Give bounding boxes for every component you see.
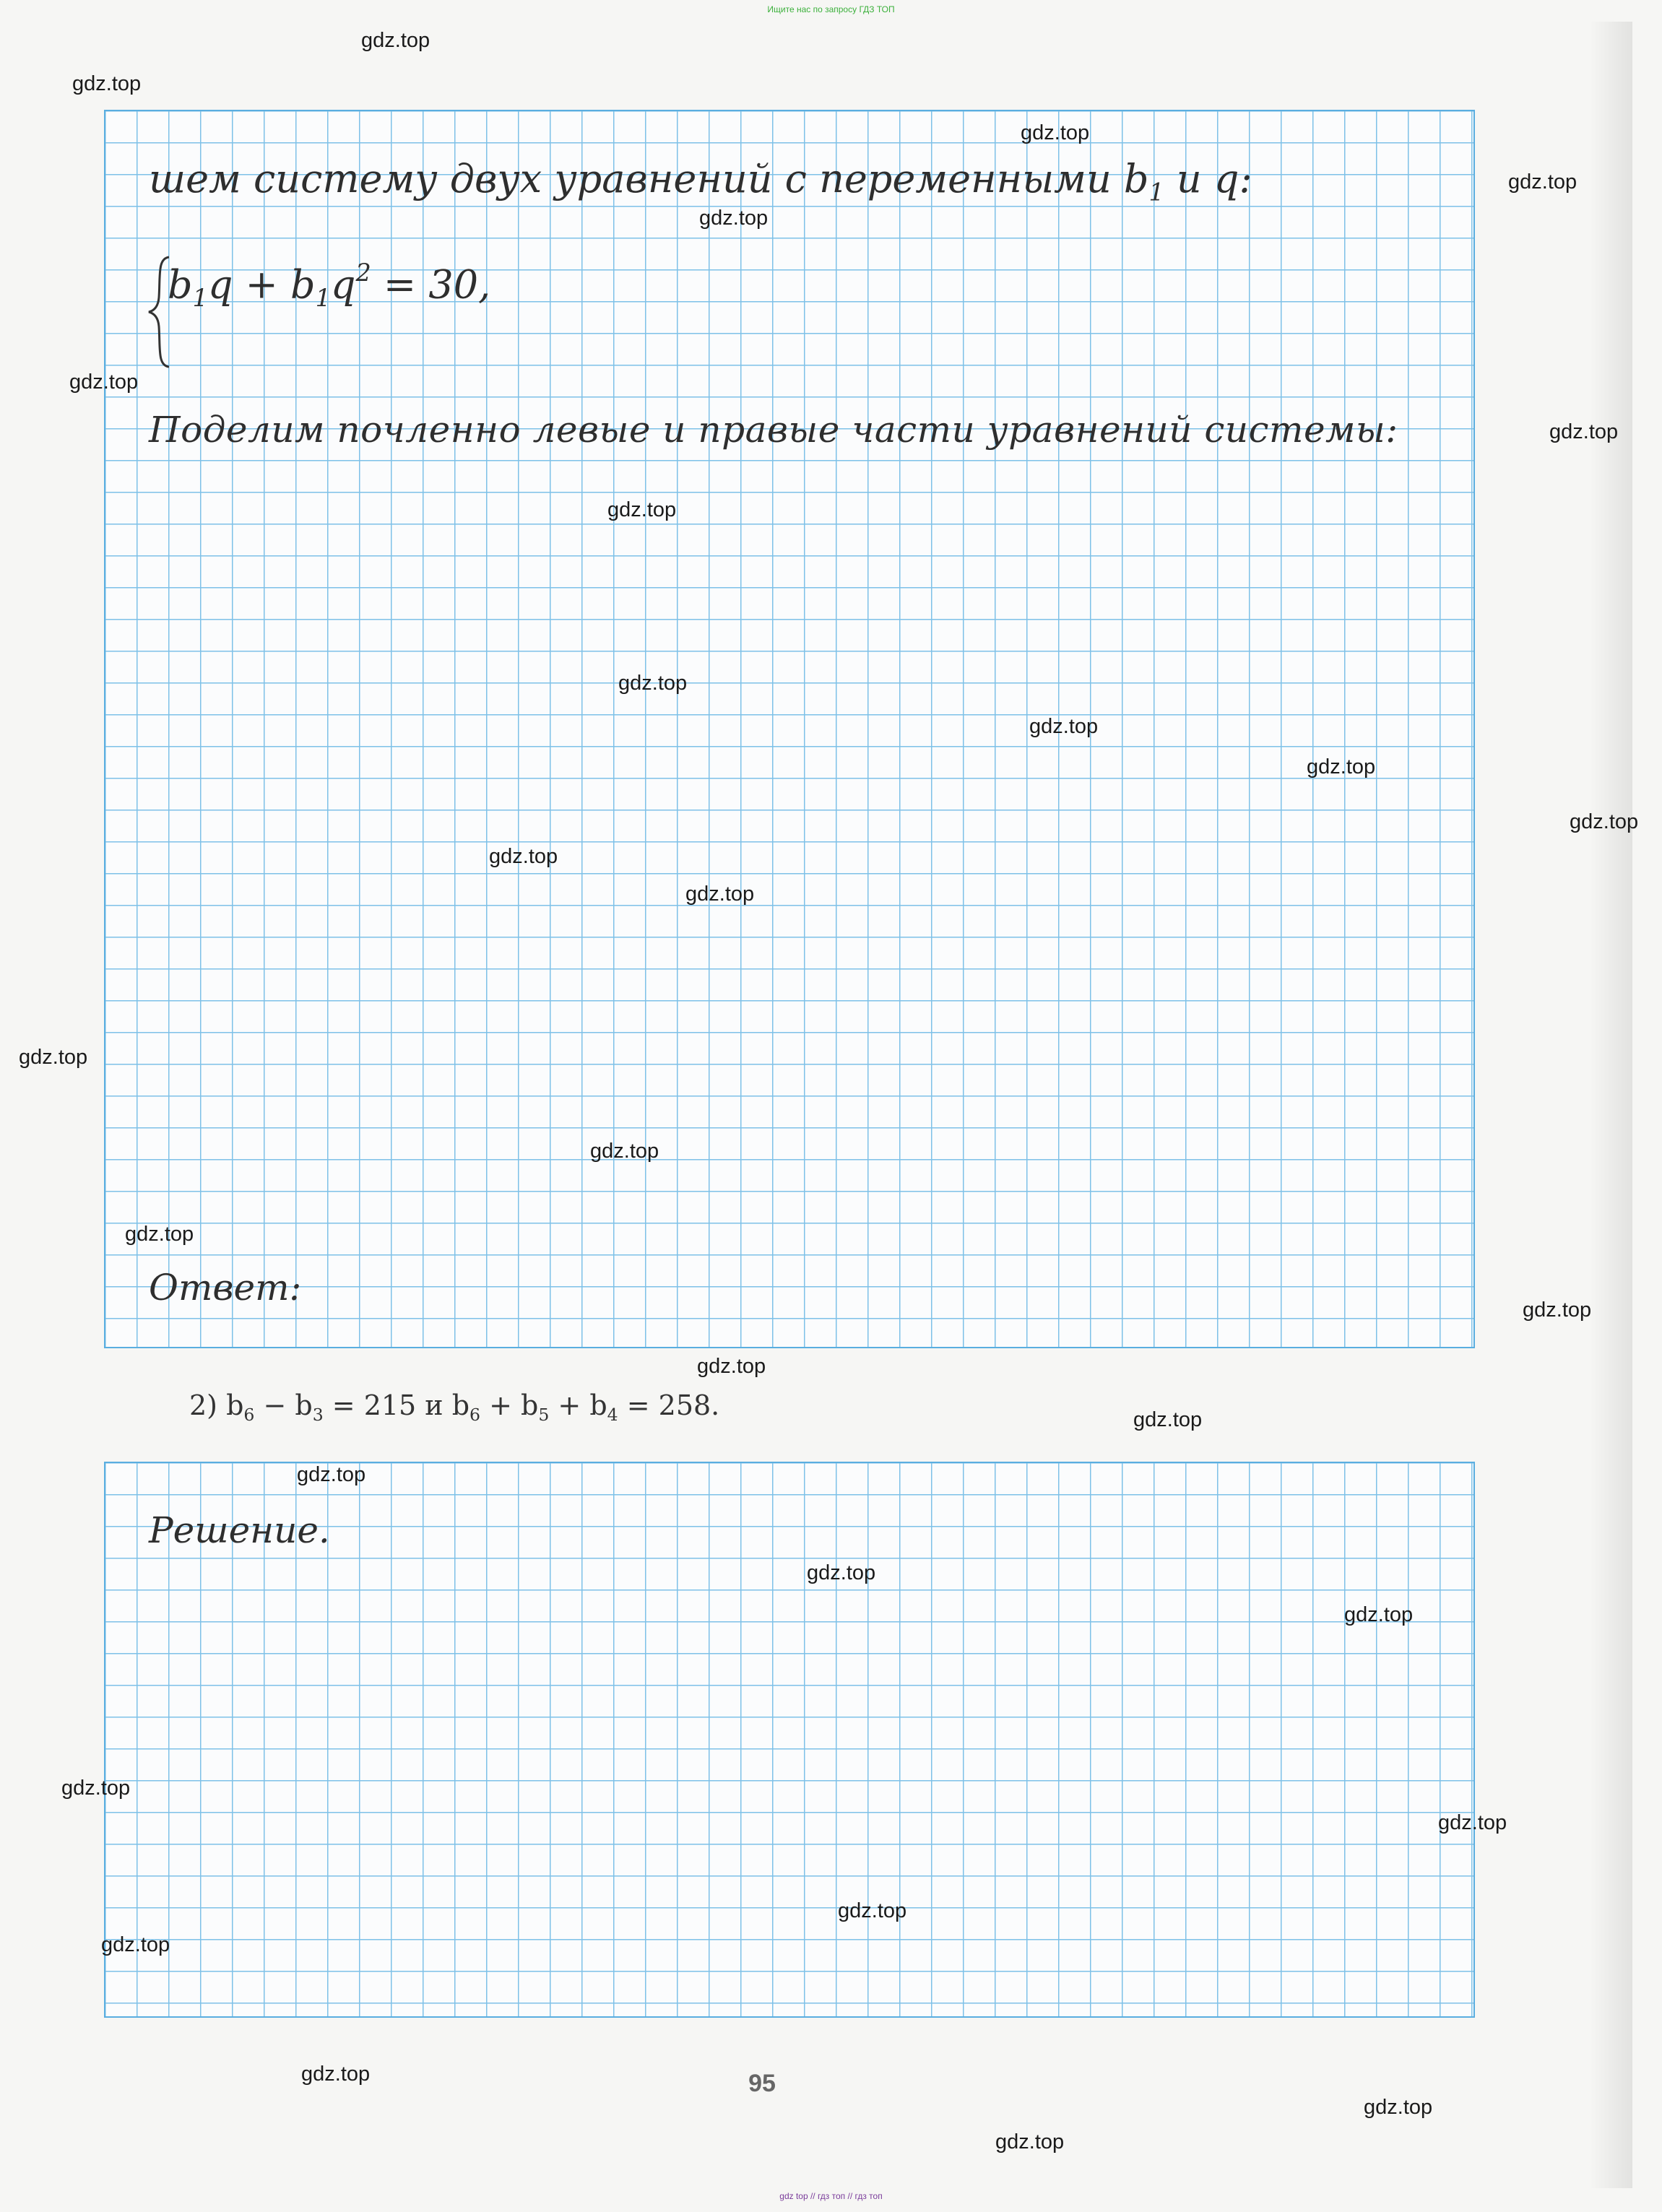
watermark: gdz.top	[19, 1046, 88, 1069]
watermark: gdz.top	[1570, 810, 1639, 833]
system-equation-1: $b_1q + b_1q^2 = 30$,	[168, 259, 491, 313]
watermark: gdz.top	[1523, 1298, 1592, 1322]
page-edge-shadow	[1589, 22, 1632, 2188]
top-banner: Ищите нас по запросу ГДЗ ТОП	[767, 4, 895, 14]
watermark: gdz.top	[590, 1140, 659, 1163]
answer-label: Ответ:	[149, 1267, 302, 1309]
bottom-banner: gdz top // гдз топ // гдз топ	[779, 2191, 883, 2201]
watermark: gdz.top	[1438, 1811, 1507, 1834]
watermark: gdz.top	[1364, 2096, 1433, 2119]
watermark: gdz.top	[301, 2063, 371, 2086]
handwritten-line-divide: Поделим почленно левые и правые части уравнений системы:	[149, 409, 1398, 451]
task-2-statement: 2) $b_6 - b_3 = 215$ и $b_6 + b_5 + b_4 = 258$.	[189, 1389, 720, 1426]
watermark: gdz.top	[69, 370, 139, 394]
watermark: gdz.top	[1021, 121, 1090, 144]
watermark: gdz.top	[1549, 420, 1619, 443]
page-number: 95	[748, 2070, 776, 2097]
watermark: gdz.top	[361, 29, 430, 52]
watermark: gdz.top	[1133, 1408, 1203, 1431]
watermark: gdz.top	[125, 1223, 194, 1246]
watermark: gdz.top	[697, 1355, 766, 1378]
watermark: gdz.top	[101, 1933, 170, 1956]
watermark: gdz.top	[618, 672, 688, 695]
watermark: gdz.top	[1029, 715, 1099, 738]
watermark: gdz.top	[1344, 1603, 1414, 1626]
watermark: gdz.top	[699, 207, 769, 230]
watermark: gdz.top	[838, 1899, 907, 1922]
handwritten-line-system: шем систему двух уравнений с переменными $b_1$ и q:	[149, 156, 1252, 207]
watermark: gdz.top	[1508, 170, 1577, 194]
watermark: gdz.top	[807, 1561, 876, 1584]
watermark: gdz.top	[297, 1463, 366, 1486]
solution-label: Решение.	[149, 1509, 330, 1551]
watermark: gdz.top	[607, 498, 677, 521]
watermark: gdz.top	[489, 845, 558, 868]
watermark: gdz.top	[72, 72, 142, 95]
watermark: gdz.top	[61, 1777, 131, 1800]
watermark: gdz.top	[995, 2130, 1065, 2154]
watermark: gdz.top	[685, 882, 755, 906]
watermark: gdz.top	[1307, 755, 1376, 778]
